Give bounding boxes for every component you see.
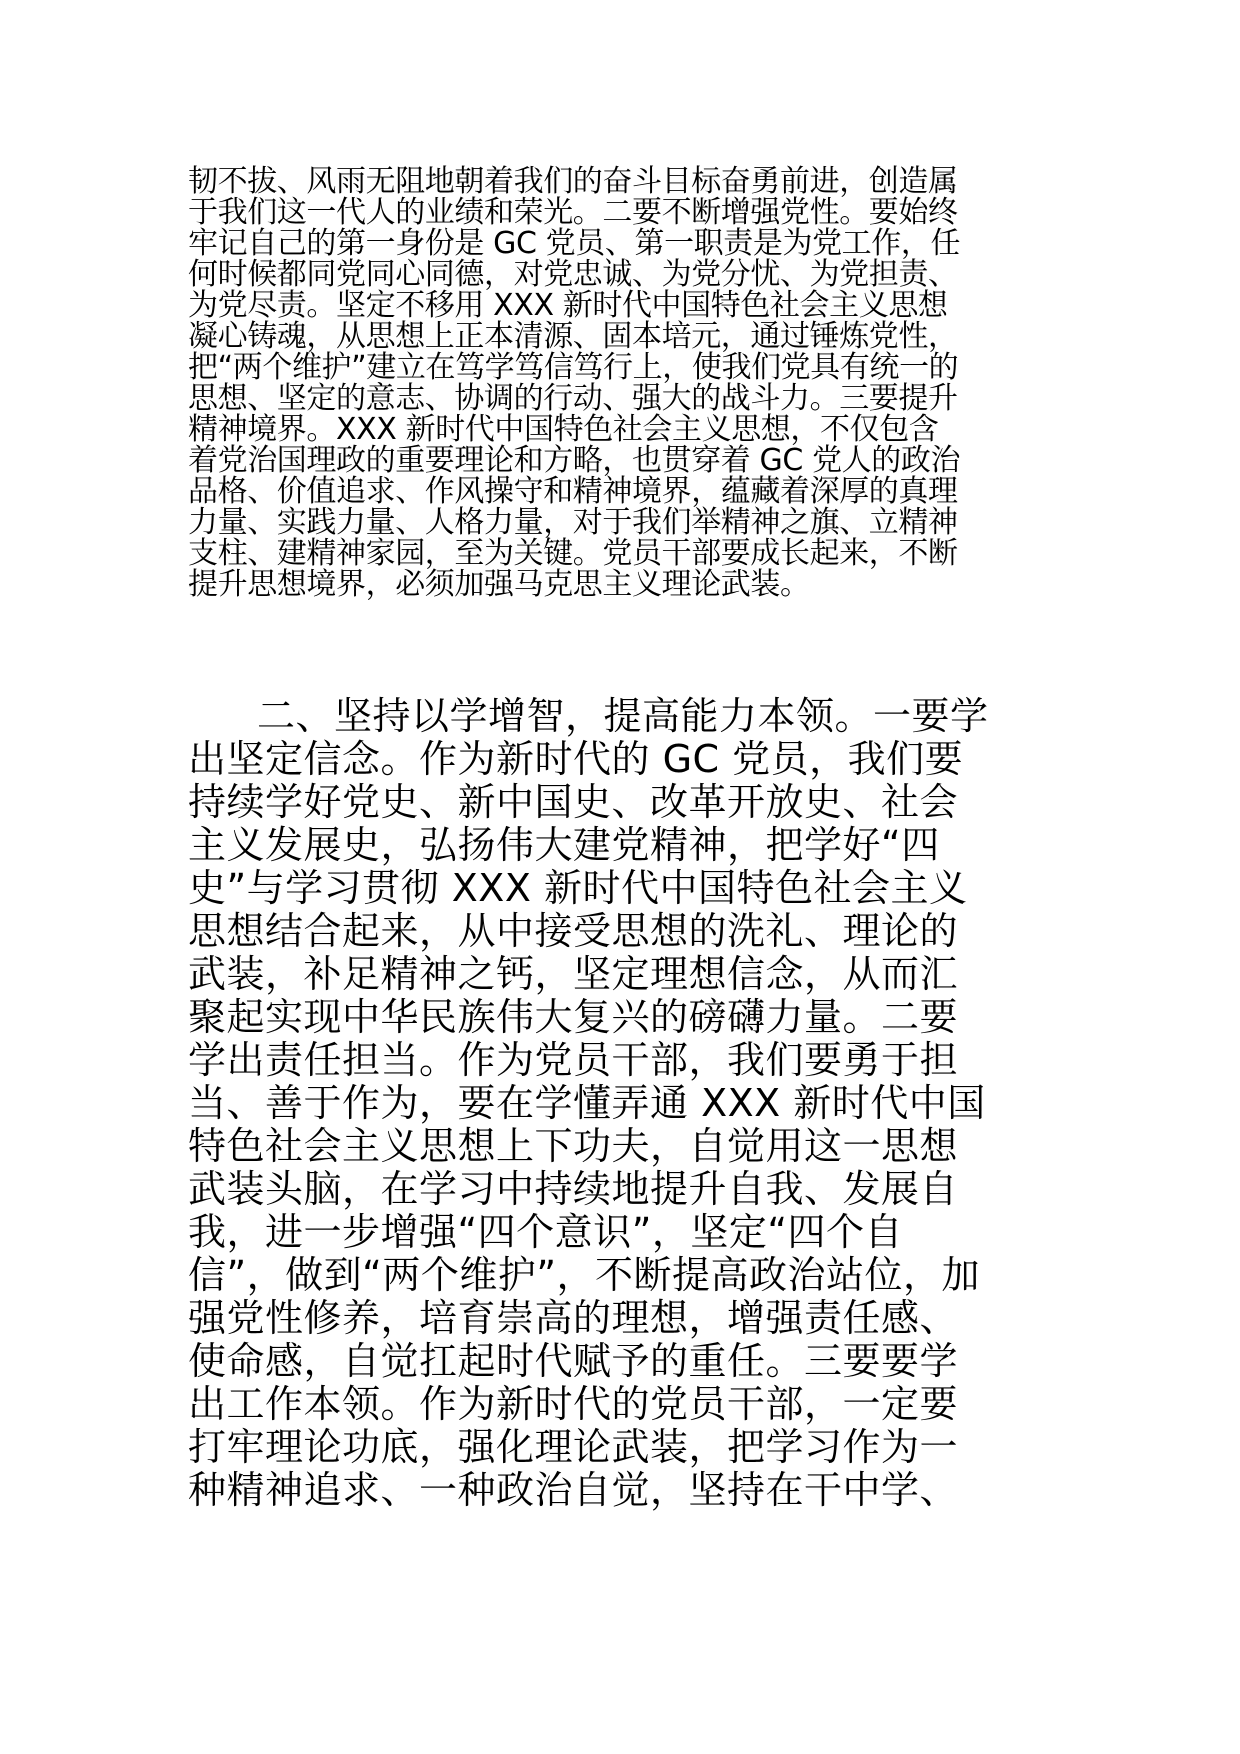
text-line: 何时候都同党同心同德，对党忠诚、为党分忧、为党担责、	[188, 257, 958, 292]
text-line: 凝心铸魂，从思想上正本清源、固本培元，通过锤炼党性，	[188, 319, 958, 354]
text-line: 打牢理论功底，强化理论武装，把学习作为一	[188, 1425, 959, 1469]
text-line: 把“两个维护”建立在笃学笃信笃行上，使我们党具有统一的	[188, 350, 959, 385]
text-line: 思想、坚定的意志、协调的行动、强大的战斗力。三要提升	[188, 381, 958, 416]
section-heading-line: 二、坚持以学增智，提高能力本领。一要学	[257, 694, 989, 738]
text-line: 史”与学习贯彻 XXX 新时代中国特色社会主义	[188, 866, 968, 910]
text-line: 出坚定信念。作为新时代的 GC 党员，我们要	[188, 737, 964, 781]
paragraph-section-two	[188, 695, 1068, 1512]
text-line: 特色社会主义思想上下功夫，自觉用这一思想	[188, 1124, 959, 1168]
text-line: 我，进一步增强“四个意识”，坚定“四个自	[188, 1210, 904, 1254]
text-line: 持续学好党史、新中国史、改革开放史、社会	[188, 780, 959, 824]
text-line: 牢记自己的第一身份是 GC 党员、第一职责是为党工作，任	[188, 226, 961, 261]
text-line: 于我们这一代人的业绩和荣光。二要不断增强党性。要始终	[188, 195, 958, 230]
text-line: 种精神追求、一种政治自觉，坚持在干中学、	[188, 1468, 959, 1512]
text-line: 精神境界。XXX 新时代中国特色社会主义思想，不仅包含	[188, 412, 939, 447]
text-line: 当、善于作为，要在学懂弄通 XXX 新时代中国	[188, 1081, 986, 1125]
text-line: 信”，做到“两个维护”，不断提高政治站位，加	[188, 1253, 981, 1297]
text-line: 武装头脑，在学习中持续地提升自我、发展自	[188, 1167, 959, 1211]
text-line: 韧不拔、风雨无阻地朝着我们的奋斗目标奋勇前进，创造属	[188, 164, 958, 199]
text-line: 强党性修养，培育崇高的理想，增强责任感、	[188, 1296, 959, 1340]
text-line: 使命感，自觉扛起时代赋予的重任。三要要学	[188, 1339, 959, 1383]
text-line: 支柱、建精神家园，至为关键。党员干部要成长起来，不断	[188, 536, 958, 571]
text-line: 品格、价值追求、作风操守和精神境界，蕴藏着深厚的真理	[188, 474, 958, 509]
text-line: 着党治国理政的重要理论和方略，也贯穿着 GC 党人的政治	[188, 443, 961, 478]
text-line: 力量、实践力量、人格力量，对于我们举精神之旗、立精神	[188, 505, 958, 540]
text-line: 武装，补足精神之钙，坚定理想信念，从而汇	[188, 952, 959, 996]
text-line: 提升思想境界，必须加强马克思主义理论武装。	[188, 567, 810, 602]
text-line: 学出责任担当。作为党员干部，我们要勇于担	[188, 1038, 959, 1082]
text-line: 出工作本领。作为新时代的党员干部，一定要	[188, 1382, 959, 1426]
text-line: 主义发展史，弘扬伟大建党精神，把学好“四	[188, 823, 940, 867]
text-line: 思想结合起来，从中接受思想的洗礼、理论的	[188, 909, 959, 953]
text-line: 聚起实现中华民族伟大复兴的磅礴力量。二要	[188, 995, 959, 1039]
text-line: 为党尽责。坚定不移用 XXX 新时代中国特色社会主义思想	[188, 288, 948, 323]
paragraph-continued	[188, 166, 1068, 600]
